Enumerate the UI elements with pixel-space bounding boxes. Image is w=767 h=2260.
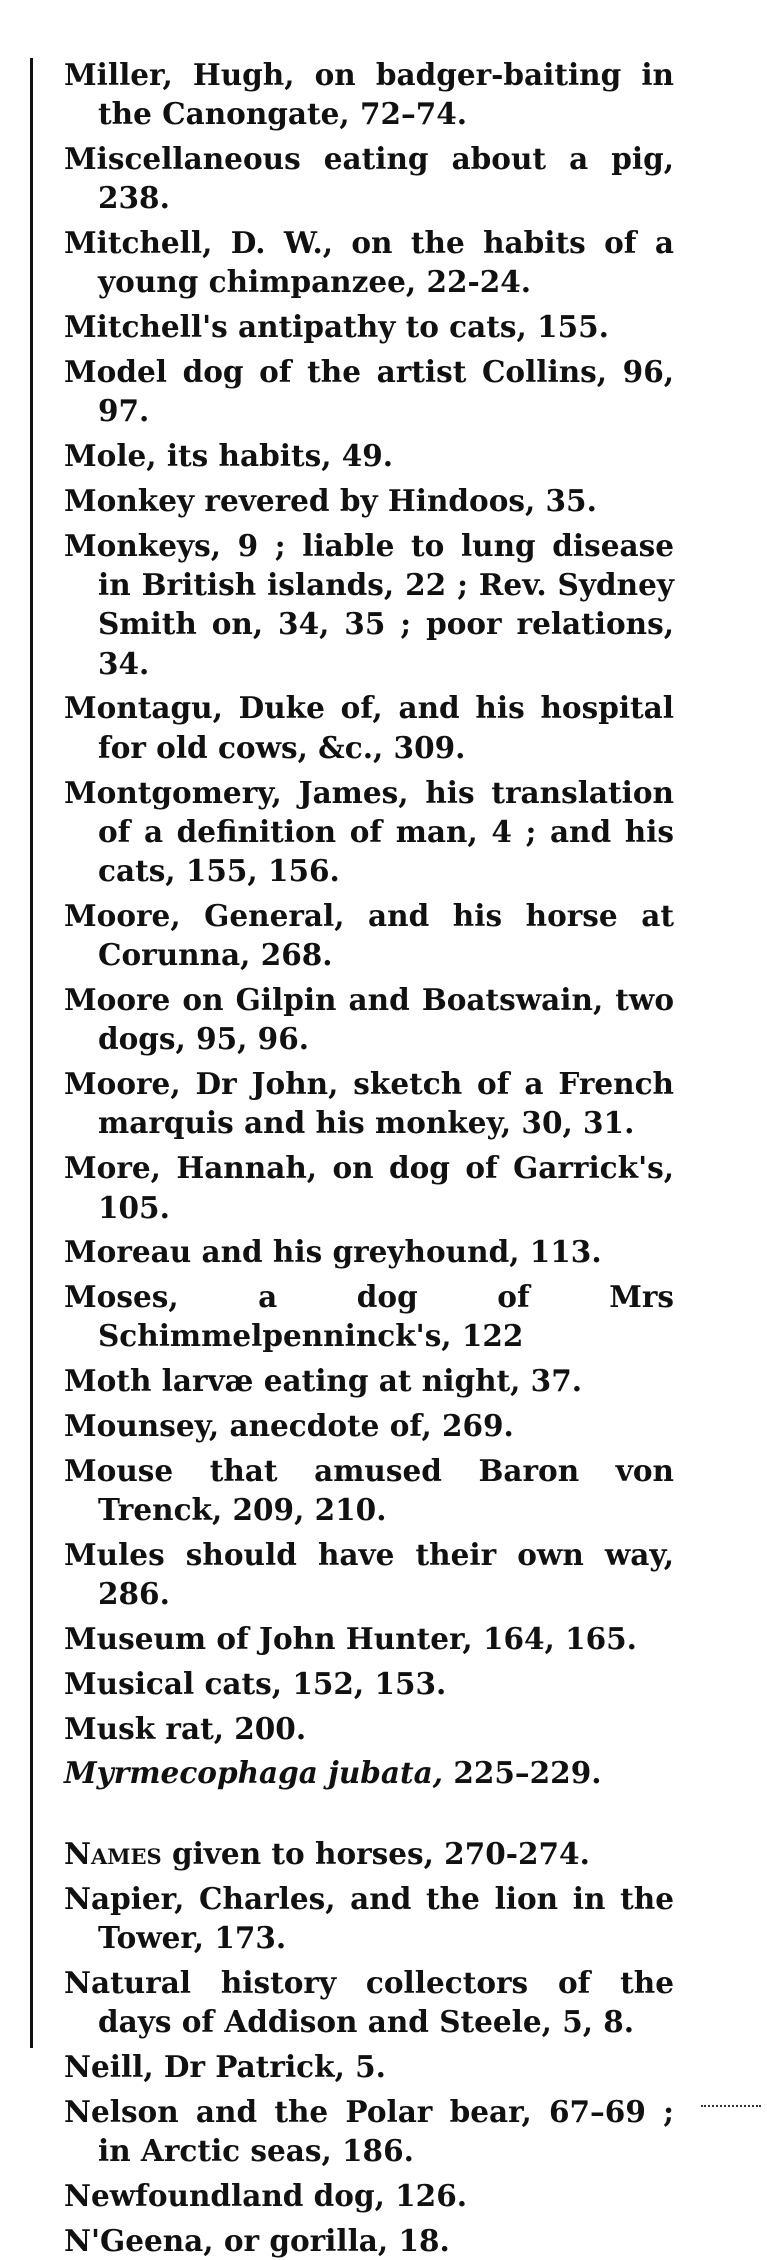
index-entry: Moore on Gilpin and Boatswain, two dogs, 95, 96.: [64, 982, 674, 1057]
index-entry: Monkeys, 9 ; liable to lung disease in British islands, 22 ; Rev. Sydney Smith on, 34, 35 ; poor relations, 34.: [64, 527, 674, 681]
index-entry: Model dog of the artist Collins, 96, 97.: [64, 354, 674, 429]
index-entry: Moreau and his greyhound, 113.: [64, 1234, 602, 1270]
section-lead-word: Names: [64, 1836, 162, 1872]
index-entry: Miscellaneous eating about a pig, 238.: [64, 141, 674, 216]
index-entry: Mules should have their own way, 286.: [64, 1536, 674, 1612]
index-entry: Mouse that amused Baron von Trenck, 209, 210.: [64, 1452, 674, 1528]
index-entry: Natural history collectors of the days of Addison and Steele, 5, 8.: [64, 1965, 674, 2040]
index-entry: Moore, General, and his horse at Corunna, 268.: [64, 897, 674, 973]
index-entry: Moses, a dog of Mrs Schimmelpenninck's, 122: [64, 1279, 674, 1354]
index-entry-myrmecophaga: [64, 1753, 674, 1792]
entry-rest: given to horses, 270-274.: [161, 1836, 590, 1872]
section-gap: [64, 1793, 674, 1829]
index-entry: Mounsey, anecdote of, 269.: [64, 1408, 514, 1443]
index-entry: Museum of John Hunter, 164, 165.: [64, 1620, 637, 1656]
index-entry: Newfoundland dog, 126.: [64, 2178, 468, 2214]
ink-speck: [701, 2105, 761, 2113]
index-entry-names: [64, 1834, 674, 1873]
index-entry: Montgomery, James, his translation of a definition of man, 4 ; and his cats, 155, 156.: [64, 774, 674, 889]
index-column: [64, 55, 674, 2260]
index-entry: Neill, Dr Patrick, 5.: [64, 2049, 386, 2085]
index-entry: Musical cats, 152, 153.: [64, 1665, 447, 1701]
index-entry: Miller, Hugh, on badger-baiting in the Canongate, 72–74.: [64, 57, 674, 132]
index-entry: More, Hannah, on dog of Garrick's, 105.: [64, 1150, 674, 1225]
index-entry: Moore, Dr John, sketch of a French marquis and his monkey, 30, 31.: [64, 1066, 674, 1141]
index-entry: Nelson and the Polar bear, 67–69 ; in Arctic seas, 186.: [64, 2093, 674, 2169]
page-refs: 225–229.: [443, 1755, 602, 1791]
index-entry: Mitchell, D. W., on the habits of a young chimpanzee, 22-24.: [64, 225, 674, 300]
index-entry: Musk rat, 200.: [64, 1710, 307, 1746]
margin-rule: [30, 58, 33, 2048]
index-entry: Mitchell's antipathy to cats, 155.: [64, 309, 609, 345]
index-entry: N'Geena, or gorilla, 18.: [64, 2222, 450, 2258]
index-entry: Montagu, Duke of, and his hospital for old cows, &c., 309.: [64, 690, 674, 765]
index-entry: Mole, its habits, 49.: [64, 438, 394, 474]
index-entry: Napier, Charles, and the lion in the Tower, 173.: [64, 1880, 674, 1956]
index-entry: Moth larvæ eating at night, 37.: [64, 1363, 583, 1399]
index-entry: Monkey revered by Hindoos, 35.: [64, 482, 597, 518]
species-name: Myrmecophaga jubata,: [64, 1755, 444, 1791]
